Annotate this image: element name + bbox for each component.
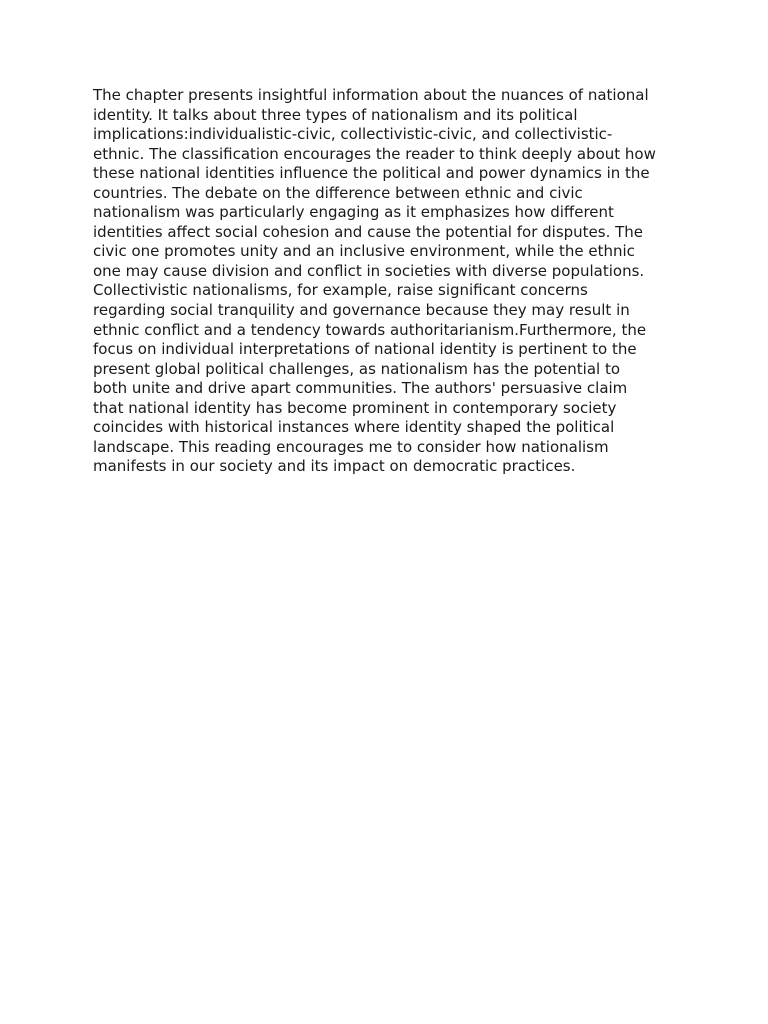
- paragraph-line: focus on individual interpretations of national identity is pertinent to the: [93, 340, 637, 359]
- paragraph-line: civic one promotes unity and an inclusive environment, while the ethnic: [93, 242, 635, 261]
- body-paragraph: [93, 86, 693, 477]
- paragraph-line: manifests in our society and its impact on democratic practices.: [93, 457, 576, 476]
- paragraph-line: present global political challenges, as nationalism has the potential to: [93, 359, 621, 378]
- paragraph-line: The chapter presents insightful information about the nuances of national: [93, 86, 649, 104]
- paragraph-line: that national identity has become prominent in contemporary society: [93, 398, 617, 417]
- paragraph-line: identity. It talks about three types of nationalism and its political: [93, 105, 578, 124]
- paragraph-line: ethnic conflict and a tendency towards authoritarianism.Furthermore, the: [93, 320, 647, 339]
- paragraph-line: both unite and drive apart communities. The authors' persuasive claim: [93, 379, 628, 398]
- paragraph-line: implications:individualistic-civic, collectivistic-civic, and collectivistic-: [93, 125, 613, 144]
- paragraph-line: nationalism was particularly engaging as it emphasizes how different: [93, 203, 614, 222]
- paragraph-line: countries. The debate on the difference between ethnic and civic: [93, 183, 583, 202]
- paragraph-line: coincides with historical instances where identity shaped the political: [93, 418, 615, 437]
- paragraph-line: Collectivistic nationalisms, for example, raise significant concerns: [93, 281, 588, 300]
- paragraph-line: ethnic. The classification encourages the reader to think deeply about how: [93, 144, 656, 163]
- paragraph-line: landscape. This reading encourages me to consider how nationalism: [93, 437, 609, 456]
- paragraph-line: identities affect social cohesion and cause the potential for disputes. The: [93, 222, 644, 241]
- paragraph-line: one may cause division and conflict in societies with diverse populations.: [93, 261, 645, 280]
- paragraph-line: regarding social tranquility and governance because they may result in: [93, 301, 630, 320]
- paragraph-line: these national identities influence the political and power dynamics in the: [93, 164, 650, 183]
